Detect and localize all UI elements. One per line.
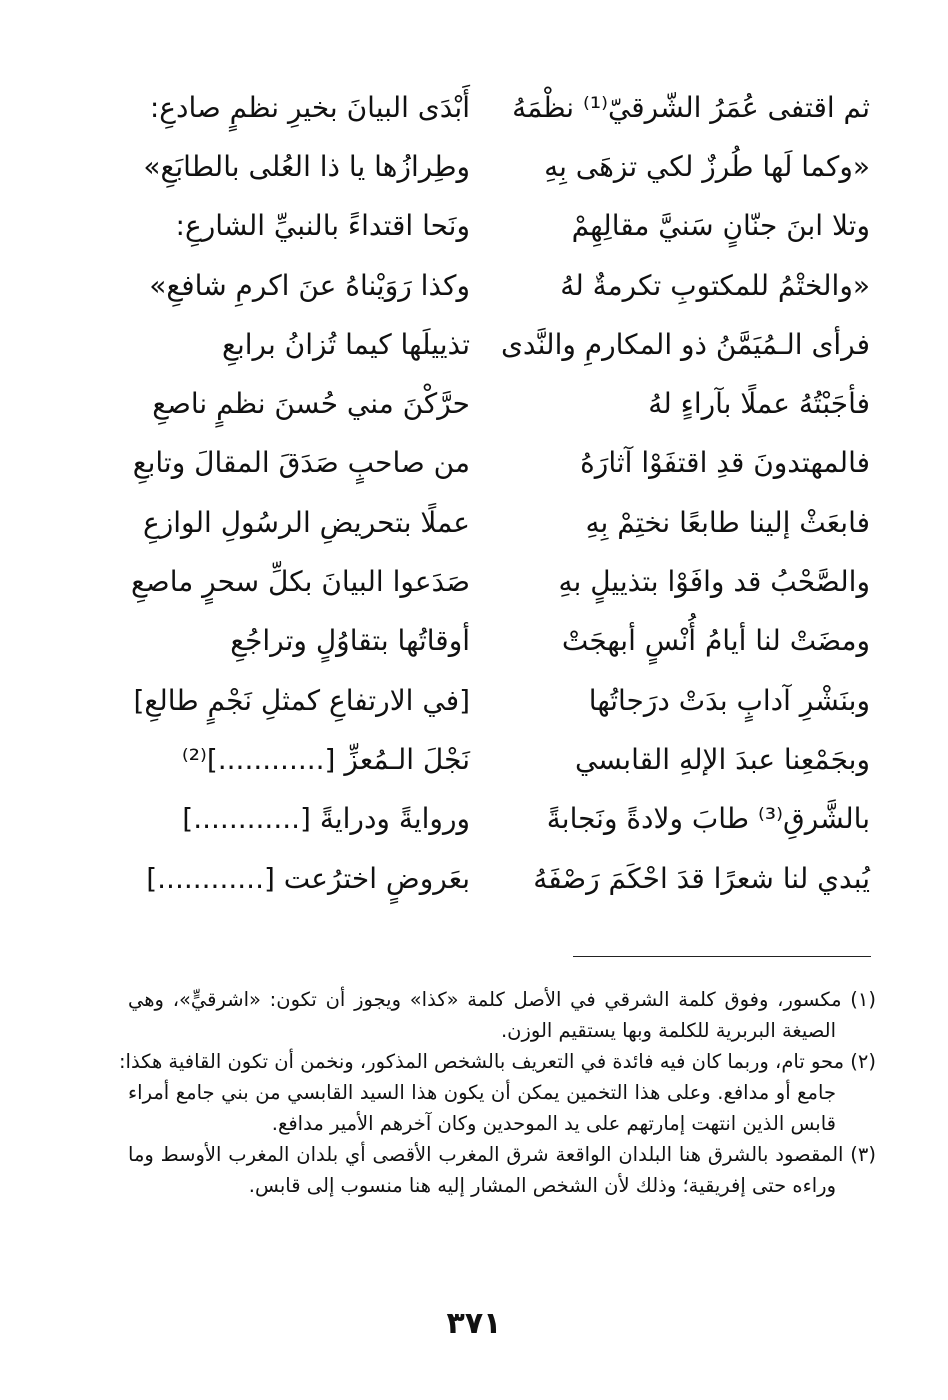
verse-first-hemistich: وبنَشْرِ آدابٍ بدَتْ درَجاتُها	[588, 683, 870, 717]
verse-first-hemistich: يُبدي لنا شعرًا قدَ احْكَمَ رَصْفَهُ	[533, 861, 870, 895]
footnote-1-line: الصيغة البربرية للكلمة وبها يستقيم الوزن.	[500, 1019, 836, 1042]
verse-first-hemistich: وتلا ابنَ جنّانٍ سَنيَّ مقالِهِمْ	[571, 209, 870, 243]
verse-second-hemistich: أوقاتُها بتقاوُلٍ وتراجُعِ	[230, 624, 470, 658]
page-number: ٣٧١	[446, 1306, 502, 1341]
footnotes	[118, 984, 876, 1201]
footnote-separator	[573, 956, 871, 957]
verse-row	[133, 671, 870, 730]
verse-row	[140, 493, 870, 552]
footnote-2-line: قابس الذين انتهت إمارتهم على يد الموحدين وكان آخرهم الأمير مدافع.	[271, 1112, 836, 1135]
verse-row	[140, 256, 870, 315]
verse-second-hemistich: وكذا رَوَيْناهُ عنَ اكرمِ شافعِ»	[149, 268, 470, 302]
verse-second-hemistich: تذييلَها كيما تُزانُ برابعِ	[222, 327, 470, 361]
verse-row	[140, 374, 870, 433]
verse-row	[140, 197, 870, 256]
verse-row	[140, 137, 870, 196]
verse-row	[140, 849, 870, 908]
verse-first-hemistich: فرأى الـمُيَمَّنُ ذو المكارمِ والنَّدى	[500, 327, 870, 361]
verse-first-hemistich: وبجَمْعِنا عبدَ الإلهِ القابسي	[574, 742, 870, 776]
verse-first-hemistich: فابعَثْ إلينا طابعًا نختِمْ بِهِ	[585, 505, 870, 539]
verse-row	[132, 434, 870, 493]
verse-row	[140, 790, 870, 849]
verse-second-hemistich: وطِرازُها يا ذا العُلى بالطابَعِ»	[143, 149, 470, 183]
verse-first-hemistich: فأجَبْتُهُ عملًا بآراءٍ لهُ	[648, 387, 870, 421]
verse-first-hemistich: فالمهتدونَ قدِ اقتفَوْا آثارَهُ	[580, 446, 870, 480]
footnote-1-line: (١) مكسور، وفوق كلمة الشرقي في الأصل كلمة «كذا» ويجوز أن تكون: «اشرقيٍّ»، وهي	[128, 988, 876, 1011]
footnote-3-line: (٣) المقصود بالشرق هنا البلدان الواقعة شرق المغرب الأقصى أي بلدان المغرب الأوسط وما	[128, 1143, 876, 1166]
verse-second-hemistich: عملًا بتحريضِ الرسُولِ الوازعِ	[143, 505, 470, 539]
verse-first-hemistich: ومضَتْ لنا أيامُ أُنْسٍ أبهجَتْ	[561, 624, 870, 658]
verse-second-hemistich: صَدَعوا البيانَ بكلِّ سحرٍ ماصعِ	[131, 565, 470, 599]
verse-second-hemistich: من صاحبٍ صَدَقَ المقالَ وتابعِ	[132, 446, 470, 480]
verse-row	[140, 612, 870, 671]
verse-first-hemistich: بالشَّرقِ⁽³⁾ طابَ ولادةً ونَجابةً	[546, 802, 870, 836]
verse-first-hemistich: «وكما لَها طُرزٌ لكي تزهَى بِهِ	[544, 149, 870, 183]
verse-first-hemistich: والصَّحْبُ قد وافَوْا بتذييلٍ بهِ	[558, 565, 870, 599]
verse-row	[140, 730, 870, 789]
poem	[131, 78, 870, 908]
verse-row	[131, 552, 870, 611]
verse-second-hemistich: أَبْدَى البيانَ بخيرِ نظمٍ صادعِ:	[149, 90, 470, 124]
verse-second-hemistich: نَجْلَ الـمُعزِّ [............]⁽²⁾	[181, 742, 470, 776]
verse-second-hemistich: حرَّكْنَ مني حُسنَ نظمٍ ناصعِ	[152, 387, 470, 421]
footnote-2-line: (٢) محو تام، وربما كان فيه فائدة في التعريف بالشخص المذكور، ونخمن أن تكون القافية هكذا:	[118, 1050, 876, 1073]
verse-second-hemistich: وروايةً ودرايةً [............]	[182, 802, 470, 836]
verse-first-hemistich: ثم اقتفى عُمَرُ الشّرقيّ⁽¹⁾ نظْمَهُ	[512, 90, 870, 124]
verse-second-hemistich: بعَروضٍ اخترُعت [............]	[146, 861, 470, 895]
verse-first-hemistich: «والختْمُ للمكتوبِ تكرمةٌ لهُ	[560, 268, 870, 302]
verse-row	[140, 315, 870, 374]
verse-second-hemistich: [في الارتفاعِ كمثلِ نَجْمٍ طالعِ]	[133, 683, 470, 717]
verse-row	[140, 78, 870, 137]
footnote-3-line: وراءه حتى إفريقية؛ وذلك لأن الشخص المشار إليه هنا منسوب إلى قابس.	[248, 1174, 836, 1197]
verse-second-hemistich: ونَحا اقتداءً بالنبيِّ الشارعِ:	[175, 209, 470, 243]
footnote-2-line: جامع أو مدافع. وعلى هذا التخمين يمكن أن يكون هذا السيد القابسي من بني جامع أمراء	[128, 1081, 836, 1104]
